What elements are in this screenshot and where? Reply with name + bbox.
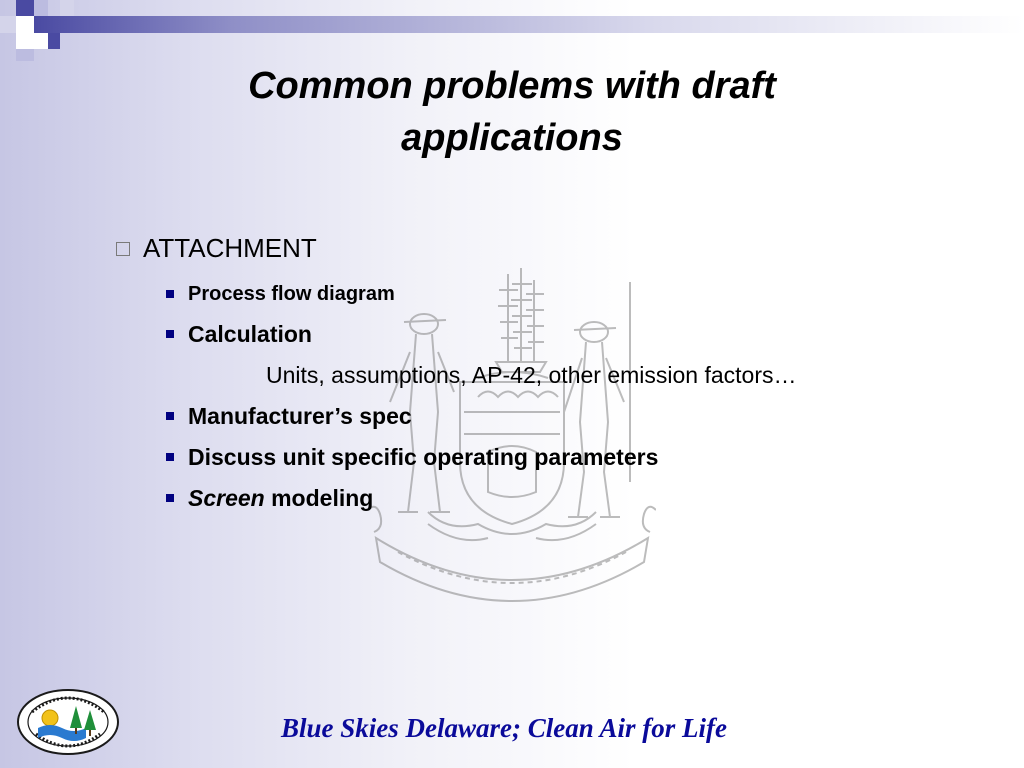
bullet-item-text: Discuss unit specific operating parameters: [188, 443, 659, 470]
dnrec-logo-icon: [16, 688, 120, 756]
filled-square-icon: [166, 290, 174, 298]
filled-square-icon: [166, 494, 174, 502]
bullet-item: [166, 482, 373, 514]
bullet-item-rest: modeling: [264, 484, 374, 511]
bullet-item-text: Process flow diagram: [188, 282, 395, 305]
bullet-item-text: [188, 485, 373, 512]
bullet-item: [166, 400, 412, 432]
slide-title-line-1: Common problems with draft: [248, 65, 776, 107]
filled-square-icon: [166, 330, 174, 338]
bullet-item-text: Calculation: [188, 320, 312, 347]
bullet-sub-item-text: Units, assumptions, AP-42, other emission factors…: [266, 361, 797, 388]
bullet-item: [166, 441, 658, 473]
bullet-item-text: Manufacturer’s spec: [188, 402, 412, 429]
bullet-sub-item: [266, 360, 797, 390]
filled-square-icon: [166, 412, 174, 420]
bullet-item: [166, 318, 312, 350]
bullet-heading: [116, 230, 317, 266]
footer-tagline: Blue Skies Delaware; Clean Air for Life: [281, 713, 727, 743]
bullet-item-italic: Screen: [188, 484, 265, 511]
filled-square-icon: [166, 453, 174, 461]
hollow-square-icon: [116, 242, 130, 256]
bullet-heading-text: ATTACHMENT: [143, 232, 317, 263]
bullet-item: [166, 280, 395, 308]
slide-title-line-2: applications: [401, 117, 623, 159]
